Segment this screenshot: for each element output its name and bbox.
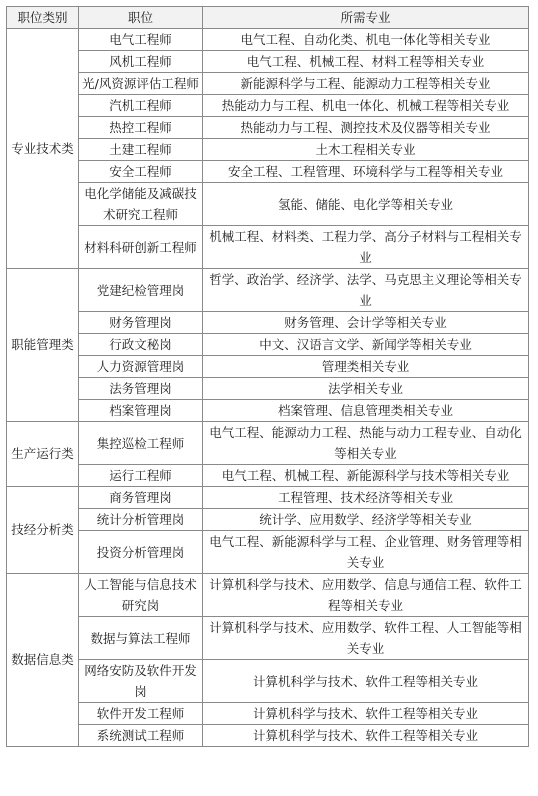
table-row (7, 509, 529, 531)
position-cell: 数据与算法工程师 (79, 617, 203, 660)
major-cell: 工程管理、技术经济等相关专业 (203, 487, 529, 509)
position-cell: 投资分析管理岗 (79, 531, 203, 574)
table-row (7, 95, 529, 117)
table-row (7, 312, 529, 334)
position-cell: 土建工程师 (79, 139, 203, 161)
table-body (7, 29, 529, 747)
position-cell: 网络安防及软件开发岗 (79, 660, 203, 703)
major-cell: 管理类相关专业 (203, 356, 529, 378)
table-header (7, 7, 529, 29)
position-cell: 财务管理岗 (79, 312, 203, 334)
major-cell: 热能动力与工程、测控技术及仪器等相关专业 (203, 117, 529, 139)
table-row (7, 725, 529, 747)
major-cell: 安全工程、工程管理、环境科学与工程等相关专业 (203, 161, 529, 183)
position-cell: 档案管理岗 (79, 400, 203, 422)
position-cell: 运行工程师 (79, 465, 203, 487)
position-cell: 安全工程师 (79, 161, 203, 183)
major-cell: 电气工程、能源动力工程、热能与动力工程专业、自动化等相关专业 (203, 422, 529, 465)
position-cell: 光/风资源评估工程师 (79, 73, 203, 95)
position-cell: 电化学储能及减碳技术研究工程师 (79, 183, 203, 226)
table-row (7, 183, 529, 226)
table-row (7, 226, 529, 269)
header-row (7, 7, 529, 29)
major-cell: 土木工程相关专业 (203, 139, 529, 161)
table-row (7, 334, 529, 356)
table-row (7, 422, 529, 465)
table-row (7, 51, 529, 73)
category-cell: 数据信息类 (7, 574, 79, 747)
major-cell: 哲学、政治学、经济学、法学、马克思主义理论等相关专业 (203, 269, 529, 312)
position-cell: 热控工程师 (79, 117, 203, 139)
position-cell: 材料科研创新工程师 (79, 226, 203, 269)
table-row (7, 400, 529, 422)
position-cell: 电气工程师 (79, 29, 203, 51)
major-cell: 计算机科学与技术、软件工程等相关专业 (203, 703, 529, 725)
table-row (7, 617, 529, 660)
table-row (7, 703, 529, 725)
major-cell: 电气工程、机械工程、材料工程等相关专业 (203, 51, 529, 73)
major-cell: 机械工程、材料类、工程力学、高分子材料与工程相关专业 (203, 226, 529, 269)
position-cell: 人工智能与信息技术研究岗 (79, 574, 203, 617)
table-row (7, 117, 529, 139)
major-cell: 计算机科学与技术、应用数学、软件工程、人工智能等相关专业 (203, 617, 529, 660)
position-cell: 汽机工程师 (79, 95, 203, 117)
table-row (7, 465, 529, 487)
table-row (7, 269, 529, 312)
position-cell: 集控巡检工程师 (79, 422, 203, 465)
position-cell: 党建纪检管理岗 (79, 269, 203, 312)
position-cell: 软件开发工程师 (79, 703, 203, 725)
table-row (7, 139, 529, 161)
position-cell: 行政文秘岗 (79, 334, 203, 356)
position-cell: 法务管理岗 (79, 378, 203, 400)
category-cell: 专业技术类 (7, 29, 79, 269)
major-cell: 电气工程、新能源科学与工程、企业管理、财务管理等相关专业 (203, 531, 529, 574)
table-row (7, 531, 529, 574)
category-cell: 技经分析类 (7, 487, 79, 574)
table-row (7, 29, 529, 51)
major-cell: 电气工程、自动化类、机电一体化等相关专业 (203, 29, 529, 51)
major-cell: 氢能、储能、电化学等相关专业 (203, 183, 529, 226)
table-row (7, 161, 529, 183)
category-cell: 生产运行类 (7, 422, 79, 487)
position-cell: 商务管理岗 (79, 487, 203, 509)
position-cell: 统计分析管理岗 (79, 509, 203, 531)
table-row (7, 487, 529, 509)
major-cell: 电气工程、机械工程、新能源科学与技术等相关专业 (203, 465, 529, 487)
table-row (7, 378, 529, 400)
position-cell: 风机工程师 (79, 51, 203, 73)
major-cell: 计算机科学与技术、软件工程等相关专业 (203, 660, 529, 703)
category-cell: 职能管理类 (7, 269, 79, 422)
major-cell: 法学相关专业 (203, 378, 529, 400)
major-cell: 热能动力与工程、机电一体化、机械工程等相关专业 (203, 95, 529, 117)
major-cell: 统计学、应用数学、经济学等相关专业 (203, 509, 529, 531)
table-row (7, 574, 529, 617)
major-cell: 财务管理、会计学等相关专业 (203, 312, 529, 334)
major-cell: 档案管理、信息管理类相关专业 (203, 400, 529, 422)
header-position: 职位 (79, 7, 203, 29)
header-major: 所需专业 (203, 7, 529, 29)
position-cell: 系统测试工程师 (79, 725, 203, 747)
header-category: 职位类别 (7, 7, 79, 29)
major-cell: 计算机科学与技术、应用数学、信息与通信工程、软件工程等相关专业 (203, 574, 529, 617)
major-cell: 中文、汉语言文学、新闻学等相关专业 (203, 334, 529, 356)
table-row (7, 660, 529, 703)
major-cell: 新能源科学与工程、能源动力工程等相关专业 (203, 73, 529, 95)
major-cell: 计算机科学与技术、软件工程等相关专业 (203, 725, 529, 747)
position-cell: 人力资源管理岗 (79, 356, 203, 378)
table-row (7, 356, 529, 378)
table-row (7, 73, 529, 95)
recruitment-table (6, 6, 529, 747)
